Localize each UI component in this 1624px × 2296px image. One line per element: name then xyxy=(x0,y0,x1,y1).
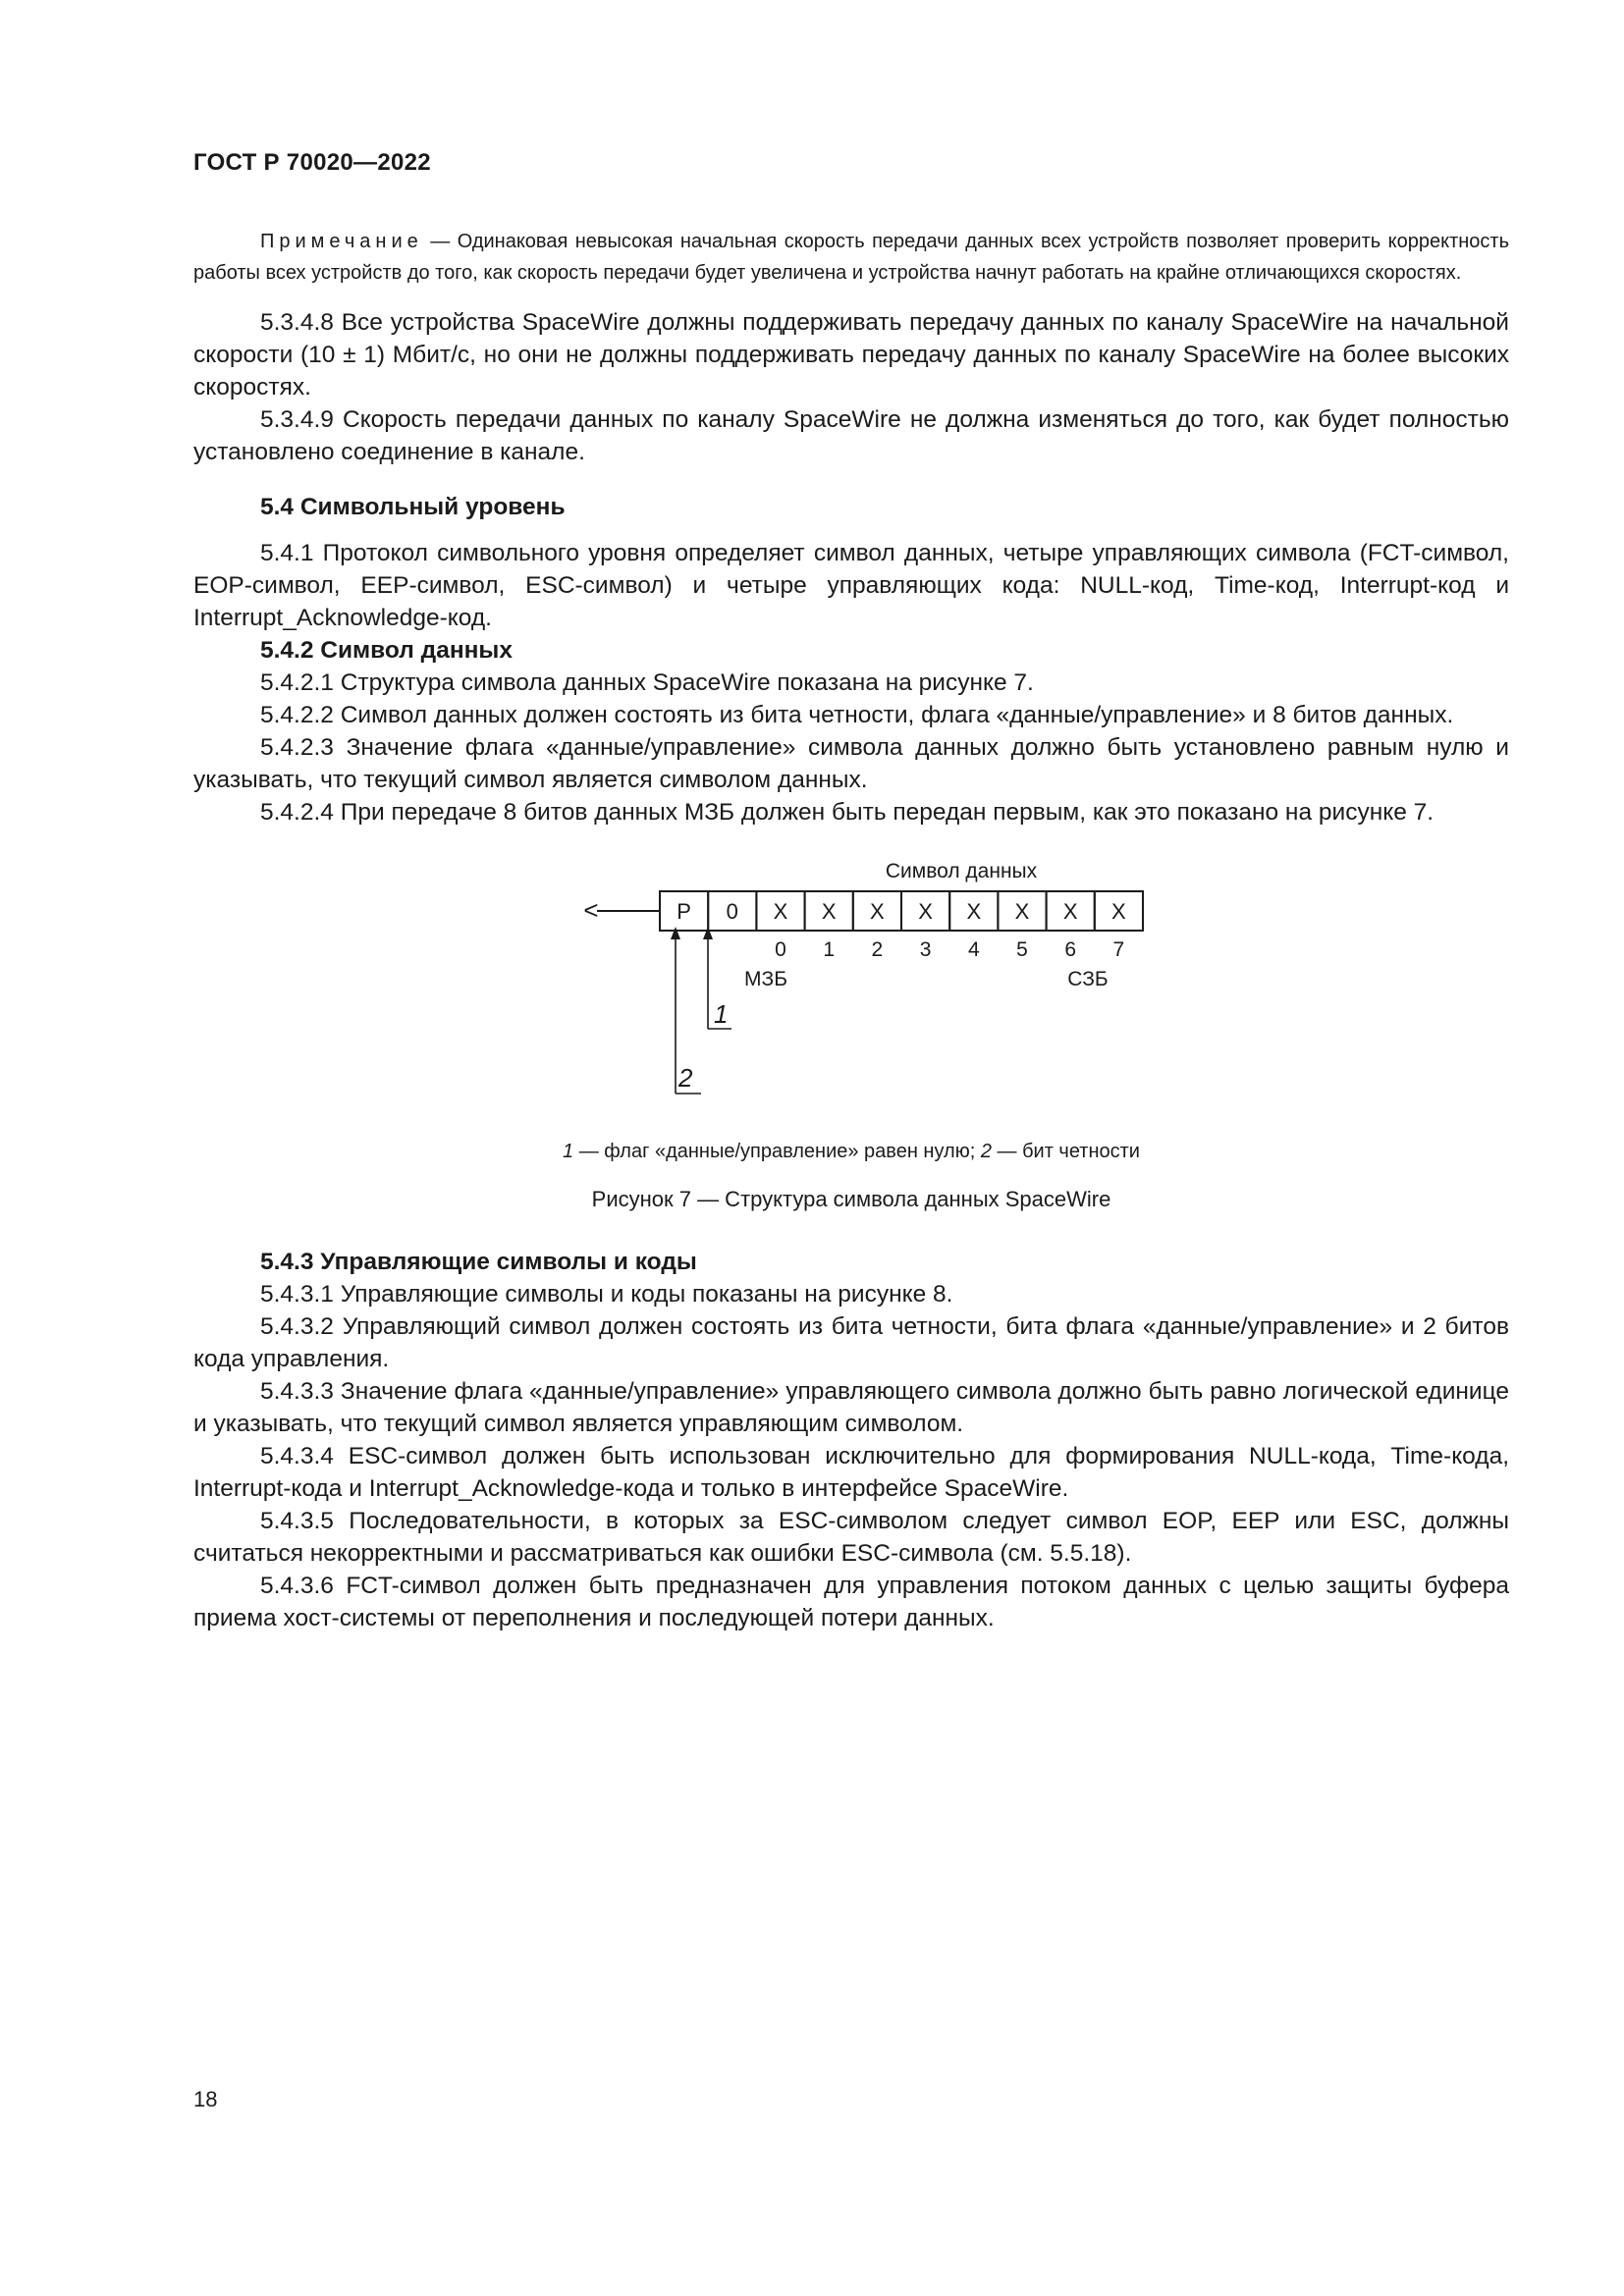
bit-index-label: 7 xyxy=(1112,938,1125,961)
figure-label-top: Символ данных xyxy=(885,860,1038,882)
legend-text-1: — флаг «данные/управление» равен нулю; xyxy=(573,1141,981,1162)
bit-cell-label: X xyxy=(870,899,885,924)
paragraph-5-4-3-4: 5.4.3.4 ESC-символ должен быть использован исключительно для формирования NULL-кода, Time-кода, Interrupt-кода и Interrupt_Acknowledge-кода и только в интерфейсе SpaceWire. xyxy=(193,1443,1509,1502)
bit-index-label: 3 xyxy=(919,938,932,961)
figure-7 xyxy=(193,848,1509,1138)
paragraph-5-3-4-9: 5.3.4.9 Скорость передачи данных по каналу SpaceWire не должна изменяться до того, как будет полностью установлено соединение в канале. xyxy=(193,406,1509,465)
bit-cell-label: 0 xyxy=(726,899,738,924)
bit-cell-label: X xyxy=(1111,899,1126,924)
paragraph-5-4-3-6: 5.4.3.6 FCT-символ должен быть предназначен для управления потоком данных с целью защиты буфера приема хост-системы от переполнения и последующей потери данных. xyxy=(193,1573,1509,1631)
paragraph-5-4-2-4: 5.4.2.4 При передаче 8 битов данных МЗБ должен быть передан первым, как это показано на рисунке 7. xyxy=(260,799,1435,826)
paragraph-5-3-4-8: 5.3.4.8 Все устройства SpaceWire должны поддерживать передачу данных по каналу SpaceWire на начальной скорости (10 ± 1) Мбит/с, но они не должны поддерживать передачу данных по каналу SpaceWire на более высоких скоростях. xyxy=(193,309,1509,400)
paragraph-5-4-3-2: 5.4.3.2 Управляющий символ должен состоять из бита четности, бита флага «данные/управление» и 2 битов кода управления. xyxy=(193,1313,1509,1372)
page-content xyxy=(193,226,1509,1634)
figure-7-legend xyxy=(193,1138,1509,1165)
bit-cell-label: X xyxy=(1014,899,1030,924)
paragraph-5-4-3-1: 5.4.3.1 Управляющие символы и коды показаны на рисунке 8. xyxy=(260,1281,953,1308)
arrow-head-left: < xyxy=(583,895,599,925)
note-label: Примечание xyxy=(260,231,423,252)
note-text: — Одинаковая невысокая начальная скорость передачи данных всех устройств позволяет проверить корректность работы всех устройств до того, как скорость передачи будет увеличена и устройства начнут работать на крайне отличающихся скоростях. xyxy=(193,231,1509,284)
bit-cell-label: X xyxy=(821,899,837,924)
parity-pointer-arrowhead xyxy=(671,927,680,939)
paragraph-5-4-2-1: 5.4.2.1 Структура символа данных SpaceWire показана на рисунке 7. xyxy=(260,669,1034,696)
figure-7-title: Рисунок 7 — Структура символа данных SpaceWire xyxy=(591,1187,1111,1211)
data-symbol-diagram xyxy=(193,848,1509,1138)
bit-index-label: 2 xyxy=(871,938,884,961)
bit-index-label: 6 xyxy=(1064,938,1077,961)
heading-5-4-2: 5.4.2 Символ данных xyxy=(260,637,513,664)
bit-cells xyxy=(660,891,1143,931)
paragraph-5-4-1: 5.4.1 Протокол символьного уровня определяет символ данных, четыре управляющих символа (FCT-символ, EOP-символ, EEP-символ, ESC-символ) и четыре управляющих кода: NULL-код, Time-код, Interrupt-код и Interrupt_Acknowledge-код. xyxy=(193,540,1509,631)
heading-5-4: 5.4 Символьный уровень xyxy=(260,494,566,520)
callout-2: 2 xyxy=(678,1063,693,1093)
lsb-label: МЗБ xyxy=(744,968,787,990)
paragraph-5-4-3-5: 5.4.3.5 Последовательности, в которых за ESC-символом следует символ EOP, EEP или ESC, должны считаться некорректными и рассматриваться как ошибки ESC-символа (см. 5.5.18). xyxy=(193,1508,1509,1567)
msb-label: СЗБ xyxy=(1067,968,1109,990)
bit-cell-label: X xyxy=(918,899,933,924)
paragraph-5-4-2-2: 5.4.2.2 Символ данных должен состоять из бита четности, флага «данные/управление» и 8 битов данных. xyxy=(260,702,1454,728)
legend-num-1: 1 xyxy=(563,1141,574,1162)
paragraph-5-4-2-3: 5.4.2.3 Значение флага «данные/управление» символа данных должно быть установлено равным нулю и указывать, что текущий символ является символом данных. xyxy=(193,734,1509,793)
bit-cell-label: X xyxy=(1062,899,1078,924)
paragraph-5-4-3-3: 5.4.3.3 Значение флага «данные/управление» управляющего символа должно быть равно логической единице и указывать, что текущий символ является управляющим символом. xyxy=(193,1378,1509,1437)
legend-num-2: 2 xyxy=(980,1141,992,1162)
bit-index-label: 5 xyxy=(1016,938,1028,961)
flag-pointer-arrowhead xyxy=(703,927,713,939)
bit-cell-label: X xyxy=(773,899,788,924)
page-number: 18 xyxy=(193,2087,218,2111)
document-header: ГОСТ Р 70020—2022 xyxy=(193,149,431,176)
heading-5-4-3: 5.4.3 Управляющие символы и коды xyxy=(260,1249,697,1275)
bit-cell-label: P xyxy=(677,899,691,924)
bit-index-label: 4 xyxy=(967,938,980,961)
callout-1: 1 xyxy=(714,999,729,1029)
bit-index-label: 1 xyxy=(823,938,836,961)
bit-indices xyxy=(775,938,1124,961)
legend-text-2: — бит четности xyxy=(991,1141,1140,1162)
note-paragraph xyxy=(193,226,1509,289)
bit-index-label: 0 xyxy=(775,938,786,961)
bit-cell-label: X xyxy=(966,899,982,924)
